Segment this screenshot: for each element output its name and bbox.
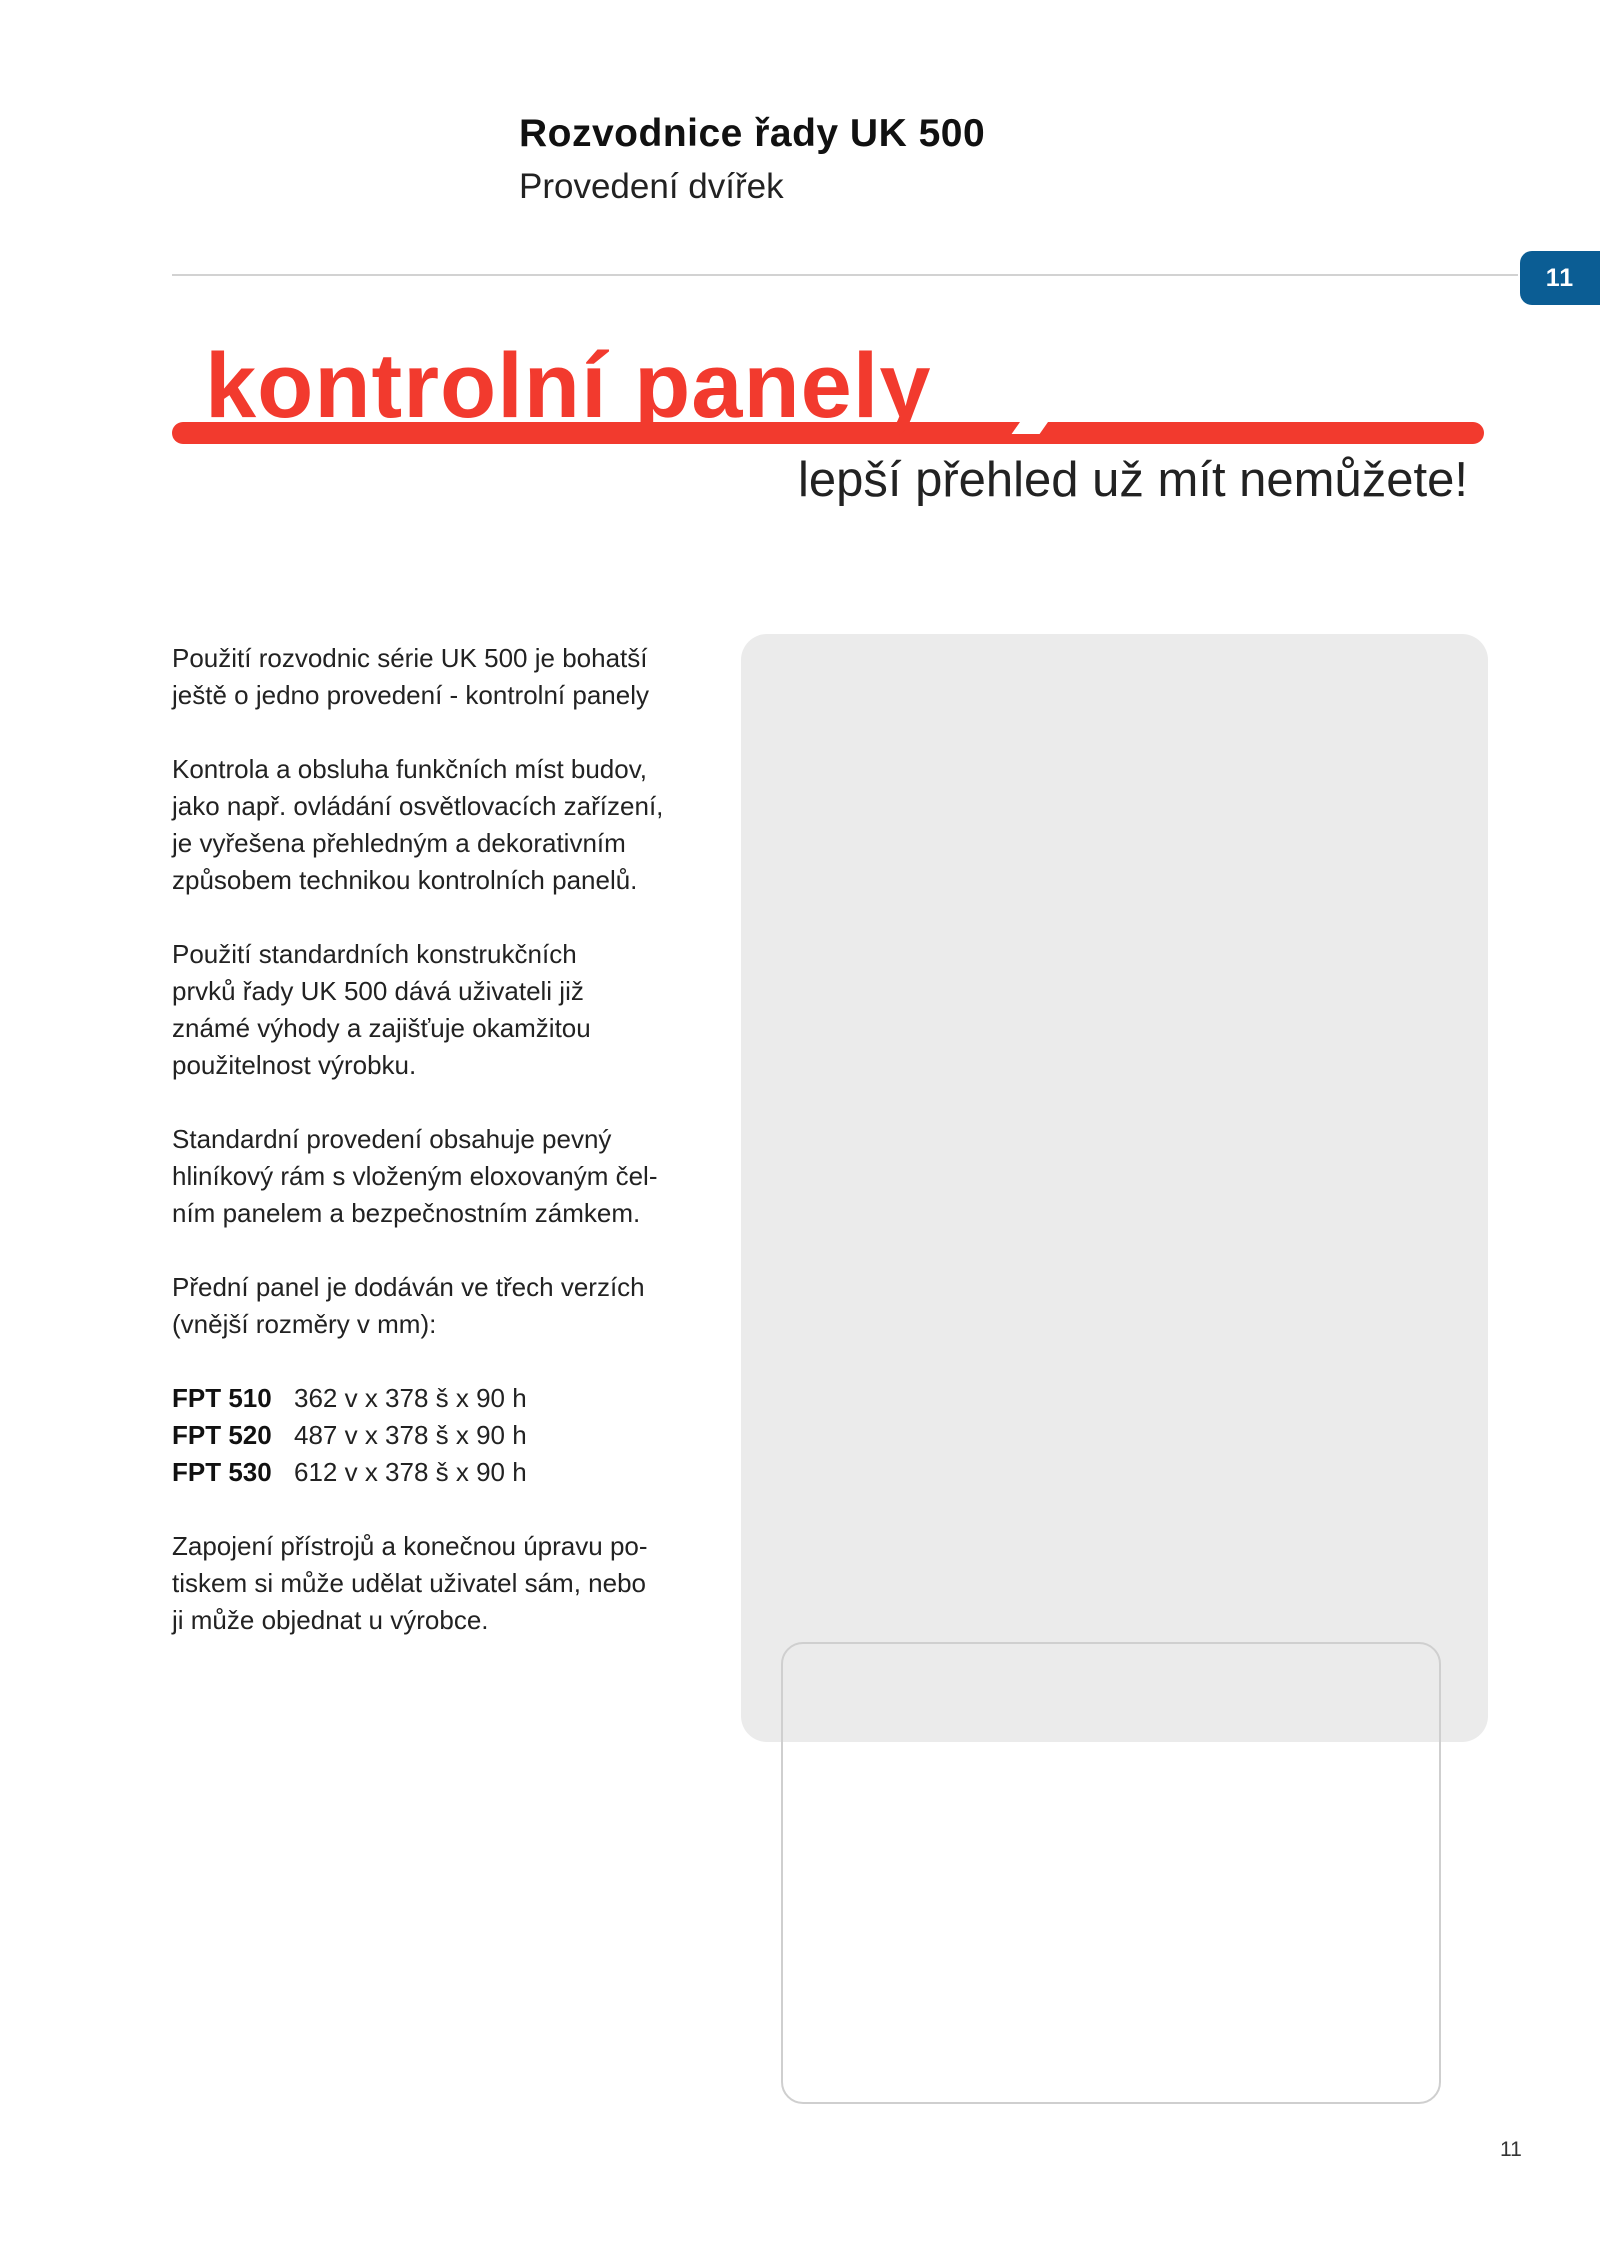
spec-code: FPT 530 [172, 1457, 272, 1487]
chapter-tab: 11 [1520, 251, 1600, 305]
text-line: jako např. ovládání osvětlovacích zařízení, [172, 791, 664, 821]
text-line: Kontrola a obsluha funkčních míst budov, [172, 754, 648, 784]
spec-dimensions: 362 v x 378 š x 90 h [294, 1383, 527, 1413]
text-line: je vyřešena přehledným a dekorativním [172, 828, 626, 858]
text-line: Standardní provedení obsahuje pevný [172, 1124, 612, 1154]
image-frame-outline [781, 1642, 1441, 2104]
spec-code: FPT 520 [172, 1420, 272, 1450]
paragraph-versions [172, 1269, 692, 1343]
page-number: 11 [1500, 2138, 1522, 2161]
headline: kontrolní panely [205, 335, 932, 437]
text-line: Přední panel je dodáván ve třech verzích [172, 1272, 645, 1302]
text-line: ním panelem a bezpečnostním zámkem. [172, 1198, 641, 1228]
text-line: (vnější rozměry v mm): [172, 1309, 437, 1339]
header-divider [172, 274, 1518, 276]
text-line: známé výhody a zajišťuje okamžitou [172, 1013, 591, 1043]
paragraph-wiring [172, 1528, 692, 1639]
spec-table [172, 1380, 692, 1491]
spec-dimensions: 487 v x 378 š x 90 h [294, 1420, 527, 1450]
tagline: lepší přehled už mít nemůžete! [797, 453, 1468, 507]
header-subtitle: Provedení dvířek [519, 167, 784, 206]
header-title: Rozvodnice řady UK 500 [519, 112, 986, 155]
text-line: ji může objednat u výrobce. [172, 1605, 489, 1635]
product-image-placeholder [741, 634, 1488, 1742]
text-line: hliníkový rám s vloženým eloxovaným čel- [172, 1161, 658, 1191]
text-line: Použití rozvodnic série UK 500 je bohatší [172, 643, 648, 673]
spec-code: FPT 510 [172, 1383, 272, 1413]
text-line: prvků řady UK 500 dává uživateli již [172, 976, 584, 1006]
text-line: tiskem si může udělat uživatel sám, nebo [172, 1568, 646, 1598]
spec-row [172, 1380, 692, 1417]
text-line: ještě o jedno provedení - kontrolní panely [172, 680, 649, 710]
paragraph-standard-elements [172, 936, 692, 1084]
spec-row [172, 1454, 692, 1491]
paragraph-usage [172, 640, 692, 714]
text-line: Použití standardních konstrukčních [172, 939, 577, 969]
text-line: Zapojení přístrojů a konečnou úpravu po- [172, 1531, 648, 1561]
spec-dimensions: 612 v x 378 š x 90 h [294, 1457, 527, 1487]
paragraph-control [172, 751, 692, 899]
text-line: použitelnost výrobku. [172, 1050, 417, 1080]
spec-row [172, 1417, 692, 1454]
text-line: způsobem technikou kontrolních panelů. [172, 865, 638, 895]
body-text [172, 640, 692, 1676]
paragraph-standard-version [172, 1121, 692, 1232]
